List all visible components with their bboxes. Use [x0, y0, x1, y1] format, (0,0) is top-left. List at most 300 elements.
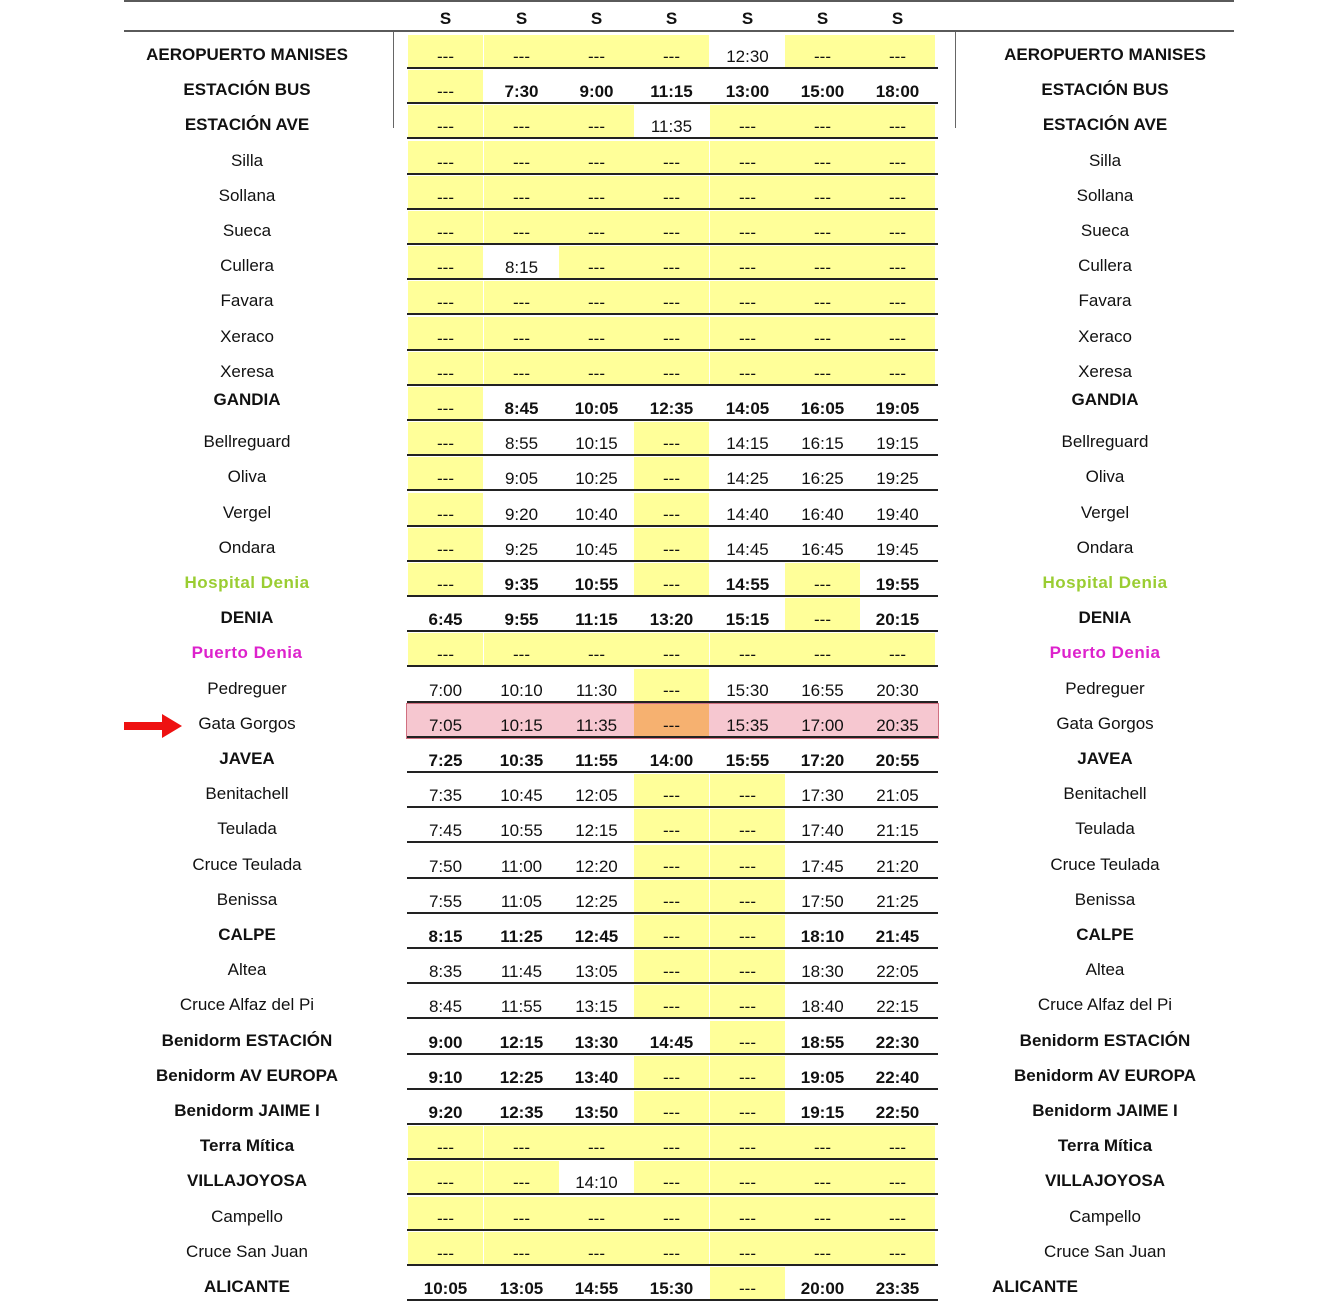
- stop-name-left: CALPE: [218, 925, 276, 944]
- time-cell: 14:45: [649, 1032, 694, 1052]
- time-cell: ---: [408, 176, 483, 209]
- time-cell: ---: [710, 141, 785, 174]
- time-cell: ---: [408, 1197, 483, 1230]
- time-cell: ---: [408, 141, 483, 174]
- time-cell: ---: [484, 211, 559, 244]
- time-cell: ---: [634, 1197, 709, 1230]
- time-cell: ---: [785, 1161, 860, 1194]
- time-cell: ---: [484, 352, 559, 385]
- day-header-5: S: [741, 9, 754, 28]
- time-cell: 19:15: [876, 434, 919, 454]
- stop-name-right: CALPE: [1076, 925, 1134, 944]
- time-cell: ---: [559, 211, 634, 244]
- time-cell: ---: [634, 633, 709, 666]
- time-cell: 20:15: [875, 610, 920, 630]
- time-cell: ---: [484, 1197, 559, 1230]
- stop-name-left: Favara: [220, 291, 274, 311]
- time-cell: ---: [710, 317, 785, 350]
- time-cell: ---: [634, 352, 709, 385]
- time-cell: 12:25: [499, 1067, 544, 1087]
- time-cell: 7:50: [428, 856, 463, 876]
- stop-name-left: Gata Gorgos: [198, 713, 296, 733]
- stop-name-left: Benitachell: [205, 784, 289, 804]
- time-cell: 8:35: [428, 962, 463, 982]
- stop-name-right: Cruce Alfaz del Pi: [1037, 995, 1173, 1015]
- time-cell: 19:25: [876, 469, 919, 489]
- time-cell: 11:05: [500, 891, 543, 911]
- time-cell: ---: [785, 141, 860, 174]
- stop-name-left: Benissa: [216, 889, 278, 909]
- time-cell: 9:35: [504, 575, 539, 594]
- time-cell: ---: [710, 281, 785, 314]
- stop-name-left: Puerto Denia: [191, 643, 303, 663]
- time-cell: ---: [710, 1056, 785, 1089]
- time-cell: ---: [559, 105, 634, 138]
- row-underline: [407, 67, 938, 69]
- time-cell: ---: [484, 1232, 559, 1265]
- stop-name-left: Terra Mítica: [199, 1136, 295, 1156]
- stop-name-left: Benidorm ESTACIÓN: [161, 1030, 333, 1050]
- stop-name-right: Bellreguard: [1061, 432, 1149, 452]
- row-underline: [407, 736, 938, 738]
- time-cell: 9:00: [428, 1032, 463, 1052]
- time-cell: ---: [634, 915, 709, 948]
- row-underline: [407, 278, 938, 280]
- time-cell: 12:15: [575, 821, 618, 841]
- time-cell: 10:55: [574, 575, 619, 594]
- time-cell: 12:30: [726, 47, 769, 66]
- stop-name-right: Benidorm AV EUROPA: [1014, 1065, 1196, 1085]
- time-cell: ---: [710, 633, 785, 666]
- stop-name-left: Oliva: [227, 467, 267, 487]
- row-underline: [407, 1123, 938, 1125]
- time-cell: ---: [860, 281, 935, 314]
- time-cell: 7:00: [428, 680, 463, 700]
- row-underline: [407, 1299, 938, 1301]
- time-cell: 16:05: [800, 399, 845, 418]
- time-cell: ---: [408, 281, 483, 314]
- time-cell: 13:30: [574, 1032, 619, 1052]
- time-cell: ---: [408, 1126, 483, 1159]
- header-rule: [124, 30, 1234, 32]
- row-underline: [407, 173, 938, 175]
- time-cell: ---: [408, 563, 483, 596]
- stop-name-left: VILLAJOYOSA: [187, 1171, 307, 1191]
- time-cell: 11:35: [575, 715, 618, 735]
- stop-name-left: DENIA: [220, 608, 274, 628]
- stop-name-right: Xeraco: [1078, 326, 1132, 346]
- time-cell: ---: [634, 563, 709, 596]
- time-cell: 14:05: [725, 399, 770, 418]
- right-divider: [955, 32, 956, 128]
- row-underline: [407, 313, 938, 315]
- row-underline: [407, 982, 938, 984]
- time-cell: ---: [710, 809, 785, 842]
- stop-name-right: Sueca: [1080, 221, 1130, 240]
- time-cell: 10:40: [575, 504, 618, 524]
- stop-name-right: Oliva: [1085, 467, 1125, 487]
- time-cell: ---: [408, 633, 483, 666]
- time-cell: 21:05: [876, 786, 919, 806]
- time-cell: 19:05: [800, 1067, 845, 1087]
- stop-name-left: Silla: [230, 150, 264, 170]
- stop-name-right: GANDIA: [1071, 390, 1139, 409]
- stop-name-left: Cruce San Juan: [186, 1241, 308, 1261]
- stop-name-left: Altea: [227, 960, 267, 980]
- time-cell: 14:40: [726, 504, 769, 524]
- stop-name-right: Benidorm JAIME I: [1032, 1101, 1178, 1120]
- time-cell: 22:15: [876, 997, 919, 1017]
- time-cell: ---: [860, 246, 935, 279]
- stop-name-right: Hospital Denia: [1042, 573, 1168, 592]
- time-cell: 7:30: [504, 82, 539, 102]
- stop-name-right: Xeresa: [1078, 361, 1132, 381]
- stop-name-right: VILLAJOYOSA: [1045, 1171, 1165, 1191]
- stop-name-left: Cruce Alfaz del Pi: [179, 995, 315, 1015]
- time-cell: 12:45: [574, 927, 619, 946]
- time-cell: 14:10: [575, 1173, 618, 1193]
- time-cell: ---: [710, 950, 785, 983]
- row-underline: [407, 525, 938, 527]
- red-arrow-icon: [124, 714, 184, 738]
- stop-name-right: Cullera: [1078, 256, 1132, 276]
- time-cell: 17:45: [801, 856, 844, 876]
- stop-name-left: Sueca: [222, 221, 272, 240]
- time-cell: 9:05: [504, 469, 539, 489]
- stop-name-left: Campello: [211, 1206, 283, 1226]
- row-underline: [407, 947, 938, 949]
- time-cell: 8:15: [504, 258, 539, 278]
- time-cell: 10:25: [575, 469, 618, 489]
- time-cell: 7:35: [428, 786, 463, 806]
- row-underline: [407, 1229, 938, 1231]
- time-cell: ---: [634, 985, 709, 1018]
- time-cell: ---: [408, 422, 483, 455]
- stop-name-left: Hospital Denia: [184, 573, 310, 592]
- time-cell: 10:05: [574, 399, 619, 418]
- row-underline: [407, 1088, 938, 1090]
- time-cell: 10:10: [500, 680, 543, 700]
- time-cell: 7:45: [428, 821, 463, 841]
- time-cell: 14:00: [649, 751, 694, 770]
- time-cell: ---: [634, 141, 709, 174]
- time-cell: 11:25: [500, 927, 543, 946]
- time-cell: ---: [484, 1161, 559, 1194]
- time-cell: 12:35: [649, 399, 694, 418]
- time-cell: ---: [634, 774, 709, 807]
- row-underline: [407, 630, 938, 632]
- time-cell: 9:55: [504, 610, 539, 630]
- row-underline: [407, 877, 938, 879]
- time-cell: ---: [785, 176, 860, 209]
- stop-name-right: Teulada: [1075, 819, 1135, 839]
- time-cell: 13:00: [725, 82, 770, 102]
- time-cell: ---: [860, 1161, 935, 1194]
- time-cell: ---: [634, 35, 709, 68]
- time-cell: ---: [710, 176, 785, 209]
- time-cell: ---: [860, 1232, 935, 1265]
- time-cell: 9:25: [504, 539, 539, 559]
- time-cell: ---: [710, 845, 785, 878]
- time-cell: ---: [408, 528, 483, 561]
- time-cell: 14:25: [726, 469, 769, 489]
- stop-name-right: Silla: [1088, 150, 1122, 170]
- time-cell: ---: [710, 352, 785, 385]
- time-cell: 12:25: [575, 891, 618, 911]
- time-cell: ---: [634, 1161, 709, 1194]
- time-cell: ---: [634, 809, 709, 842]
- time-cell: ---: [484, 317, 559, 350]
- row-underline: [407, 419, 938, 421]
- row-underline: [407, 771, 938, 773]
- row-underline: [407, 665, 938, 667]
- time-cell: 21:15: [876, 821, 919, 841]
- stop-name-right: Vergel: [1080, 502, 1130, 522]
- time-cell: ---: [634, 880, 709, 913]
- stop-name-right: Terra Mítica: [1057, 1136, 1153, 1156]
- stop-name-left: AEROPUERTO MANISES: [146, 45, 348, 64]
- time-cell: 17:40: [801, 821, 844, 841]
- time-cell: ---: [634, 211, 709, 244]
- stop-name-right: Puerto Denia: [1049, 643, 1161, 663]
- time-cell: ---: [710, 1091, 785, 1124]
- stop-name-left: Ondara: [218, 537, 276, 557]
- time-cell: ---: [634, 669, 709, 702]
- time-cell: ---: [408, 457, 483, 490]
- time-cell: 15:00: [800, 82, 845, 102]
- time-cell: ---: [408, 70, 483, 103]
- time-cell: 10:05: [423, 1279, 468, 1298]
- time-cell: 18:55: [800, 1032, 845, 1052]
- time-cell: ---: [634, 176, 709, 209]
- row-underline: [407, 841, 938, 843]
- time-cell: ---: [408, 317, 483, 350]
- time-cell: 11:15: [575, 610, 618, 630]
- time-cell: ---: [484, 176, 559, 209]
- time-cell: ---: [559, 281, 634, 314]
- stop-name-left: ESTACIÓN BUS: [183, 80, 311, 100]
- stop-name-right: Cruce San Juan: [1044, 1241, 1166, 1261]
- time-cell: 20:00: [800, 1279, 845, 1298]
- time-cell: ---: [408, 352, 483, 385]
- stop-name-left: ESTACIÓN AVE: [184, 115, 310, 135]
- time-cell: 11:45: [500, 962, 543, 982]
- time-cell: ---: [634, 704, 709, 737]
- row-underline: [407, 1053, 938, 1055]
- time-cell: ---: [634, 1056, 709, 1089]
- time-cell: ---: [710, 211, 785, 244]
- time-cell: ---: [860, 176, 935, 209]
- time-cell: ---: [559, 1232, 634, 1265]
- time-cell: 12:35: [499, 1103, 544, 1122]
- stop-name-right: AEROPUERTO MANISES: [1004, 45, 1206, 64]
- time-cell: ---: [785, 563, 860, 596]
- time-cell: ---: [710, 1161, 785, 1194]
- time-cell: ---: [559, 1126, 634, 1159]
- row-underline: [407, 489, 938, 491]
- time-cell: 16:45: [801, 539, 844, 559]
- time-cell: ---: [710, 246, 785, 279]
- time-cell: 18:10: [800, 927, 845, 946]
- time-cell: ---: [785, 1126, 860, 1159]
- stop-name-left: Xeresa: [220, 361, 274, 381]
- time-cell: ---: [634, 422, 709, 455]
- time-cell: ---: [484, 281, 559, 314]
- time-cell: ---: [785, 1232, 860, 1265]
- time-cell: 9:20: [504, 504, 539, 524]
- time-cell: ---: [559, 176, 634, 209]
- row-underline: [407, 912, 938, 914]
- time-cell: 16:25: [801, 469, 844, 489]
- time-cell: ---: [634, 528, 709, 561]
- time-cell: 13:05: [499, 1279, 544, 1298]
- time-cell: ---: [408, 246, 483, 279]
- time-cell: 22:50: [875, 1103, 920, 1122]
- time-cell: 23:35: [875, 1279, 920, 1298]
- time-cell: ---: [785, 105, 860, 138]
- time-cell: 9:20: [428, 1103, 463, 1122]
- time-cell: 11:00: [500, 856, 543, 876]
- time-cell: ---: [710, 1232, 785, 1265]
- time-cell: 10:15: [575, 434, 618, 454]
- time-cell: ---: [408, 35, 483, 68]
- time-cell: 11:55: [575, 751, 618, 770]
- time-cell: ---: [710, 1021, 785, 1054]
- time-cell: 7:55: [428, 891, 463, 911]
- time-cell: 18:40: [801, 997, 844, 1017]
- row-underline: [407, 384, 938, 386]
- time-cell: ---: [710, 1267, 785, 1300]
- time-cell: 11:15: [650, 82, 693, 102]
- stop-name-right: Benissa: [1074, 889, 1136, 909]
- time-cell: 7:25: [428, 751, 463, 770]
- time-cell: 16:55: [801, 680, 844, 700]
- time-cell: ---: [559, 246, 634, 279]
- time-cell: 8:45: [504, 399, 539, 418]
- time-cell: ---: [484, 633, 559, 666]
- row-underline: [407, 560, 938, 562]
- stop-name-right: ALICANTE: [992, 1277, 1078, 1296]
- stop-name-left: Pedreguer: [207, 678, 287, 698]
- time-cell: 13:05: [575, 962, 618, 982]
- stop-name-right: DENIA: [1078, 608, 1132, 628]
- time-cell: 17:50: [801, 891, 844, 911]
- time-cell: ---: [860, 1197, 935, 1230]
- stop-name-left: Cullera: [220, 256, 274, 276]
- stop-name-left: Vergel: [222, 502, 272, 522]
- time-cell: ---: [710, 880, 785, 913]
- stop-name-left: JAVEA: [219, 749, 275, 768]
- time-cell: ---: [785, 598, 860, 631]
- stop-name-right: Pedreguer: [1065, 678, 1145, 698]
- stop-name-right: Altea: [1085, 960, 1125, 980]
- time-cell: ---: [710, 105, 785, 138]
- time-cell: ---: [408, 211, 483, 244]
- time-cell: 20:30: [876, 680, 919, 700]
- stop-name-right: Benidorm ESTACIÓN: [1019, 1030, 1191, 1050]
- time-cell: ---: [785, 317, 860, 350]
- stop-name-right: ESTACIÓN BUS: [1041, 80, 1169, 100]
- row-underline: [407, 137, 938, 139]
- time-cell: ---: [634, 281, 709, 314]
- time-cell: 11:35: [650, 117, 693, 137]
- row-underline: [407, 1264, 938, 1266]
- time-cell: 10:15: [500, 715, 543, 735]
- stop-name-left: GANDIA: [213, 390, 281, 409]
- time-cell: 15:35: [726, 715, 769, 735]
- time-cell: ---: [860, 211, 935, 244]
- time-cell: 10:45: [500, 786, 543, 806]
- top-rule: [124, 0, 1234, 2]
- stop-name-right: ESTACIÓN AVE: [1042, 115, 1168, 135]
- day-header-2: S: [515, 9, 528, 28]
- time-cell: ---: [408, 387, 483, 420]
- time-cell: 15:30: [726, 680, 769, 700]
- time-cell: 16:40: [801, 504, 844, 524]
- time-cell: ---: [710, 915, 785, 948]
- time-cell: ---: [484, 105, 559, 138]
- time-cell: 20:35: [876, 715, 919, 735]
- stop-name-right: Benitachell: [1063, 784, 1147, 804]
- stop-name-left: ALICANTE: [204, 1277, 290, 1296]
- time-cell: ---: [559, 352, 634, 385]
- time-cell: ---: [785, 1197, 860, 1230]
- stop-name-left: Benidorm AV EUROPA: [156, 1065, 338, 1085]
- row-underline: [407, 806, 938, 808]
- time-cell: 15:15: [725, 610, 770, 630]
- time-cell: 18:30: [801, 962, 844, 982]
- time-cell: ---: [710, 1126, 785, 1159]
- time-cell: ---: [559, 633, 634, 666]
- time-cell: ---: [785, 211, 860, 244]
- time-cell: ---: [634, 950, 709, 983]
- time-cell: 7:05: [428, 715, 463, 735]
- time-cell: ---: [559, 1197, 634, 1230]
- time-cell: ---: [860, 1126, 935, 1159]
- stop-name-left: Cruce Teulada: [192, 854, 302, 874]
- time-cell: 11:30: [575, 680, 618, 700]
- time-cell: ---: [634, 246, 709, 279]
- row-underline: [407, 1193, 938, 1195]
- time-cell: 8:55: [504, 434, 539, 454]
- time-cell: ---: [860, 317, 935, 350]
- time-cell: 22:05: [876, 962, 919, 982]
- time-cell: 13:20: [649, 610, 694, 630]
- time-cell: 8:15: [428, 927, 463, 946]
- time-cell: 19:40: [876, 504, 919, 524]
- day-header-7: S: [891, 9, 904, 28]
- time-cell: 10:55: [500, 821, 543, 841]
- time-cell: 6:45: [428, 610, 463, 630]
- time-cell: ---: [484, 141, 559, 174]
- time-cell: 14:45: [726, 539, 769, 559]
- time-cell: 13:15: [575, 997, 618, 1017]
- row-underline: [407, 208, 938, 210]
- time-cell: 21:45: [875, 927, 920, 946]
- time-cell: ---: [860, 141, 935, 174]
- time-cell: ---: [559, 317, 634, 350]
- time-cell: ---: [785, 281, 860, 314]
- stop-name-right: JAVEA: [1077, 749, 1133, 768]
- time-cell: ---: [785, 352, 860, 385]
- row-underline: [407, 595, 938, 597]
- time-cell: 10:45: [575, 539, 618, 559]
- time-cell: 19:15: [800, 1103, 845, 1122]
- day-header-4: S: [665, 9, 678, 28]
- time-cell: 20:55: [875, 751, 920, 770]
- time-cell: 21:20: [876, 856, 919, 876]
- time-cell: ---: [559, 35, 634, 68]
